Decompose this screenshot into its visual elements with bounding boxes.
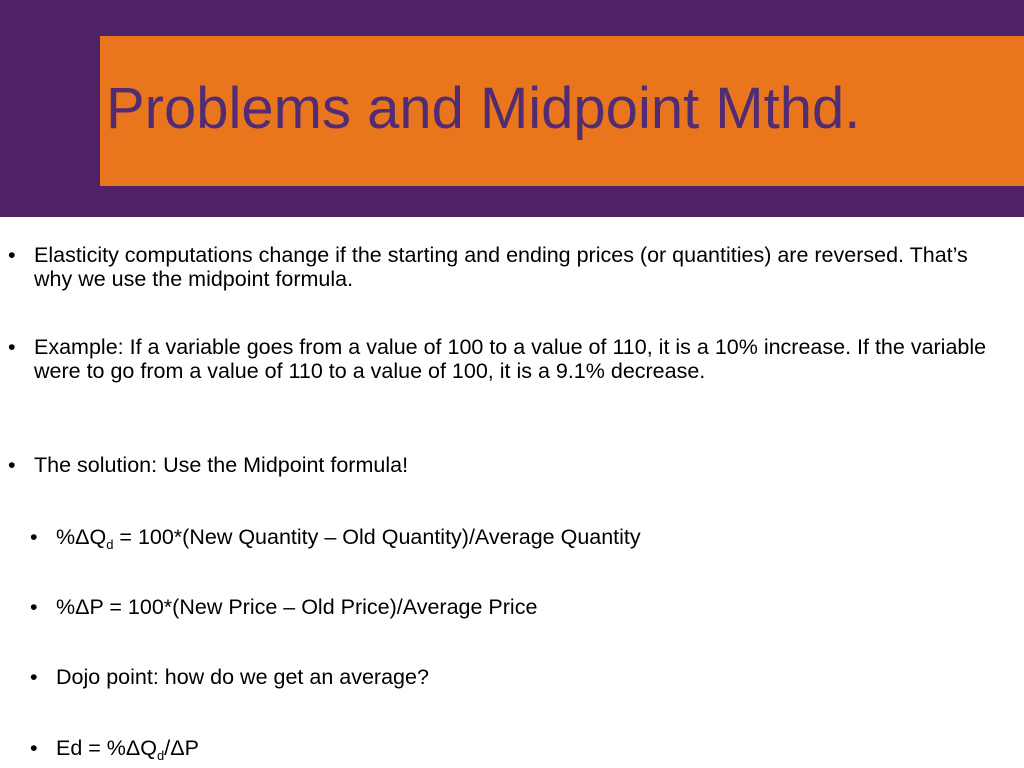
formula-qd-subscript: d xyxy=(106,537,114,552)
sub-bullet-item xyxy=(30,595,1010,619)
bullet-dot: • xyxy=(30,736,38,760)
formula-ed-pre: Ed = %ΔQ xyxy=(56,736,158,760)
bullet-item xyxy=(8,335,1008,383)
bullet-dot: • xyxy=(8,243,16,267)
sub-bullet-item xyxy=(30,665,1010,689)
bullet-dot: • xyxy=(30,665,38,689)
formula-qd xyxy=(30,525,1010,552)
bullet-dot: • xyxy=(8,453,16,477)
title-box xyxy=(100,36,1024,186)
formula-ed-post: /ΔP xyxy=(164,736,199,760)
bullet-text-solution: The solution: Use the Midpoint formula! xyxy=(34,453,409,477)
dojo-point: Dojo point: how do we get an average? xyxy=(56,665,429,689)
bullet-item xyxy=(8,453,1008,477)
formula-p: %ΔP = 100*(New Price – Old Price)/Average Price xyxy=(56,595,538,619)
formula-qd-post: = 100*(New Quantity – Old Quantity)/Average Quantity xyxy=(113,525,641,549)
bullet-text-elasticity: Elasticity computations change if the starting and ending prices (or quantities) are reversed. That’s why we use the midpoint formula. xyxy=(34,243,968,291)
slide-title: Problems and Midpoint Mthd. xyxy=(106,76,861,141)
bullet-dot: • xyxy=(30,595,38,619)
bullet-item xyxy=(8,243,1008,291)
bullet-dot: • xyxy=(8,335,16,359)
bullet-text-example: Example: If a variable goes from a value of 100 to a value of 110, it is a 10% increase. If the variable were to go from a value of 110 to a value of 100, it is a 9.1% decrease. xyxy=(34,335,987,383)
sub-bullet-item xyxy=(30,525,1010,552)
bullet-dot: • xyxy=(30,525,38,549)
sub-bullet-item xyxy=(30,736,1010,763)
formula-ed-subscript: d xyxy=(157,748,165,763)
formula-ed xyxy=(30,736,1010,763)
formula-qd-pre: %ΔQ xyxy=(56,525,107,549)
